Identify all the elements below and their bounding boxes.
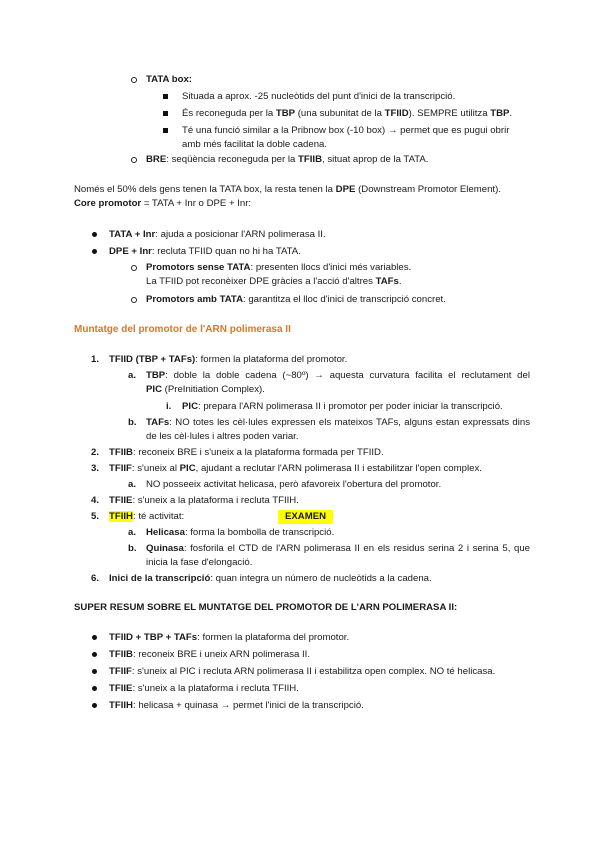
bullet-icon	[92, 652, 97, 657]
step-5a	[146, 526, 334, 540]
hollow-bullet-icon	[131, 297, 137, 303]
step-number: 3.	[91, 463, 100, 474]
bullet-icon	[92, 669, 97, 674]
step-6	[109, 572, 432, 586]
step-number: 5.	[91, 511, 100, 522]
text: : NO totes les cèl·lules expressen els mateixos TAFs, alguns estan expressats dins	[169, 417, 530, 428]
step-number: 4.	[91, 495, 100, 506]
sub-marker: a.	[128, 527, 137, 538]
tata-box-label: TATA box:	[146, 74, 192, 85]
text: : s'uneix a la plataforma i recluta TFIIH.	[132, 495, 299, 506]
summary-item	[109, 682, 299, 696]
exam-badge: EXAMEN	[278, 510, 333, 524]
tata-item-1: Situada a aprox. -25 nucleòtids del punt d'inici de la transcripció.	[182, 91, 456, 102]
square-bullet-icon	[163, 128, 168, 133]
text-bold: TBP	[146, 370, 166, 381]
highlighted-text: TFIIH	[109, 511, 133, 522]
step-number: 6.	[91, 573, 100, 584]
text: : seqüència reconeguda per la	[166, 154, 299, 165]
step-3	[109, 462, 482, 476]
text: , ajudant a reclutar l'ARN polimerasa II i estabilitzar l'open complex.	[195, 463, 482, 474]
square-bullet-icon	[163, 94, 168, 99]
section-heading: Muntatge del promotor de l'ARN polimerasa II	[74, 324, 291, 335]
text-bold: TBP	[490, 108, 510, 119]
text-bold: Promotors amb TATA	[146, 294, 244, 305]
text: = TATA + Inr o DPE + Inr:	[141, 198, 252, 209]
text: : s'uneix al PIC i recluta ARN polimerasa II i estabilitza open complex. NO té helicasa.	[131, 666, 496, 677]
text: : presenten llocs d'inici més variables.	[250, 262, 412, 273]
step-5b-line2: inicia la fase d'elongació.	[146, 557, 253, 568]
bre-item	[146, 153, 428, 167]
text-bold: TFIID + TBP + TAFs	[109, 632, 198, 643]
text-bold: TFIIH	[109, 700, 133, 711]
text: : prepara l'ARN polimerasa II i promotor per poder iniciar la transcripció.	[198, 401, 503, 412]
text: La TFIID pot reconèixer DPE gràcies a l'acció d'altres	[146, 276, 376, 287]
text: : reconeix BRE i uneix ARN polimerasa II.	[132, 649, 311, 660]
step-1b-line1	[146, 416, 530, 430]
tata-item-2	[182, 107, 512, 121]
step-5b-line1	[146, 542, 530, 556]
dpe-inr-item	[109, 245, 301, 259]
text-bold: PIC	[182, 401, 198, 412]
text: : s'uneix al	[131, 463, 180, 474]
step-1a-line2	[146, 383, 265, 397]
sub-marker: a.	[128, 370, 137, 381]
text: , situat aprop de la TATA.	[322, 154, 429, 165]
text-bold: Promotors sense TATA	[146, 262, 251, 273]
summary-heading: SUPER RESUM SOBRE EL MUNTATGE DEL PROMOTOR DE L'ARN POLIMERASA II:	[74, 602, 458, 613]
sub-marker: b.	[128, 543, 137, 554]
sub-marker: a.	[128, 479, 137, 490]
text: : ajuda a posicionar l'ARN polimerasa II.	[155, 229, 326, 240]
text: .	[398, 276, 402, 287]
hollow-bullet-icon	[131, 157, 137, 163]
text-bold: DPE	[335, 184, 356, 195]
text-bold: PIC	[179, 463, 196, 474]
text-bold: TFIIB	[109, 447, 133, 458]
text: : doble la doble cadena (~80º) → aquesta curvatura facilita el reclutament del	[165, 370, 530, 381]
step-5	[109, 510, 184, 524]
text: : helicasa + quinasa → permet l'inici de la transcripció.	[132, 700, 364, 711]
step-3a: NO posseeix activitat helicasa, però afavoreix l'obertura del promotor.	[146, 479, 442, 490]
hollow-bullet-icon	[131, 265, 137, 271]
text-bold: TFIIE	[109, 683, 133, 694]
sub-marker: b.	[128, 417, 137, 428]
text: : quan integra un número de nucleòtids a la cadena.	[210, 573, 432, 584]
step-1a-line1	[146, 369, 530, 383]
step-1ai	[182, 400, 503, 414]
text-bold: TFIIB	[109, 649, 133, 660]
text-bold: TFIIB	[298, 154, 322, 165]
text: : reconeix BRE i s'uneix a la plataforma formada per TFIID.	[132, 447, 384, 458]
bullet-icon	[92, 686, 97, 691]
summary-item	[109, 648, 310, 662]
text: .	[509, 108, 513, 119]
step-number: 1.	[91, 354, 100, 365]
text-bold: DPE + Inr	[109, 246, 152, 257]
text-bold: Core promotor	[74, 198, 142, 209]
summary-item	[109, 699, 364, 713]
text-bold: TFIID (TBP + TAFs)	[109, 354, 196, 365]
text-bold: Inici de la transcripció	[109, 573, 211, 584]
text-bold: TFIID	[384, 108, 409, 119]
text-bold: Quinasa	[146, 543, 184, 554]
text: (PreInitiation Complex).	[162, 384, 265, 395]
intro-line	[74, 183, 501, 197]
text-bold: PIC	[146, 384, 162, 395]
summary-item	[109, 665, 495, 679]
step-number: 2.	[91, 447, 100, 458]
tata-inr-item	[109, 228, 326, 242]
step-4	[109, 494, 299, 508]
core-promotor-line	[74, 197, 251, 211]
text-bold: Helicasa	[146, 527, 185, 538]
text: ). SEMPRE utilitza	[408, 108, 491, 119]
tata-item-3-line2: amb més facilitat la doble cadena.	[182, 139, 328, 150]
bullet-icon	[92, 249, 97, 254]
text: (una subunitat de la	[295, 108, 385, 119]
text: : formen la plataforma del promotor.	[197, 632, 350, 643]
sense-tata-line2	[146, 275, 402, 289]
step-2	[109, 446, 384, 460]
hollow-bullet-icon	[131, 77, 137, 83]
step-1b-line2: de les cèl·lules i altres poden variar.	[146, 431, 299, 442]
text: : garantitza el lloc d'inici de transcripció concret.	[243, 294, 446, 305]
text-bold: TATA + Inr	[109, 229, 156, 240]
text-bold: BRE	[146, 154, 167, 165]
text-bold: TFIIF	[109, 463, 132, 474]
text: : recluta TFIID quan no hi ha TATA.	[151, 246, 301, 257]
amb-tata-item	[146, 293, 446, 307]
tata-item-3-line1: Té una funció similar a la Pribnow box (-10 box) → permet que es pugui obrir	[182, 125, 510, 136]
text-bold: TBP	[275, 108, 296, 119]
step-1	[109, 353, 347, 367]
sub-sub-marker: i.	[166, 401, 172, 412]
text: : s'uneix a la plataforma i recluta TFIIH.	[132, 683, 299, 694]
text: : fosforila el CTD de l'ARN polimerasa II en els residus serina 2 i serina 5, que	[183, 543, 530, 554]
text: : forma la bombolla de transcripció.	[184, 527, 335, 538]
text: : formen la plataforma del promotor.	[195, 354, 348, 365]
text: (Downstream Promotor Element).	[355, 184, 501, 195]
text: És reconeguda per la	[182, 108, 276, 119]
bullet-icon	[92, 232, 97, 237]
bullet-icon	[92, 703, 97, 708]
text: Només el 50% dels gens tenen la TATA box, la resta tenen la	[74, 184, 336, 195]
text-bold: TFIIE	[109, 495, 133, 506]
text-bold: TAFs	[375, 276, 399, 287]
text-bold: TAFs	[146, 417, 170, 428]
sense-tata-item	[146, 261, 411, 275]
bullet-icon	[92, 635, 97, 640]
square-bullet-icon	[163, 111, 168, 116]
summary-item	[109, 631, 349, 645]
text-bold: TFIIF	[109, 666, 132, 677]
text: : té activitat:	[132, 511, 185, 522]
